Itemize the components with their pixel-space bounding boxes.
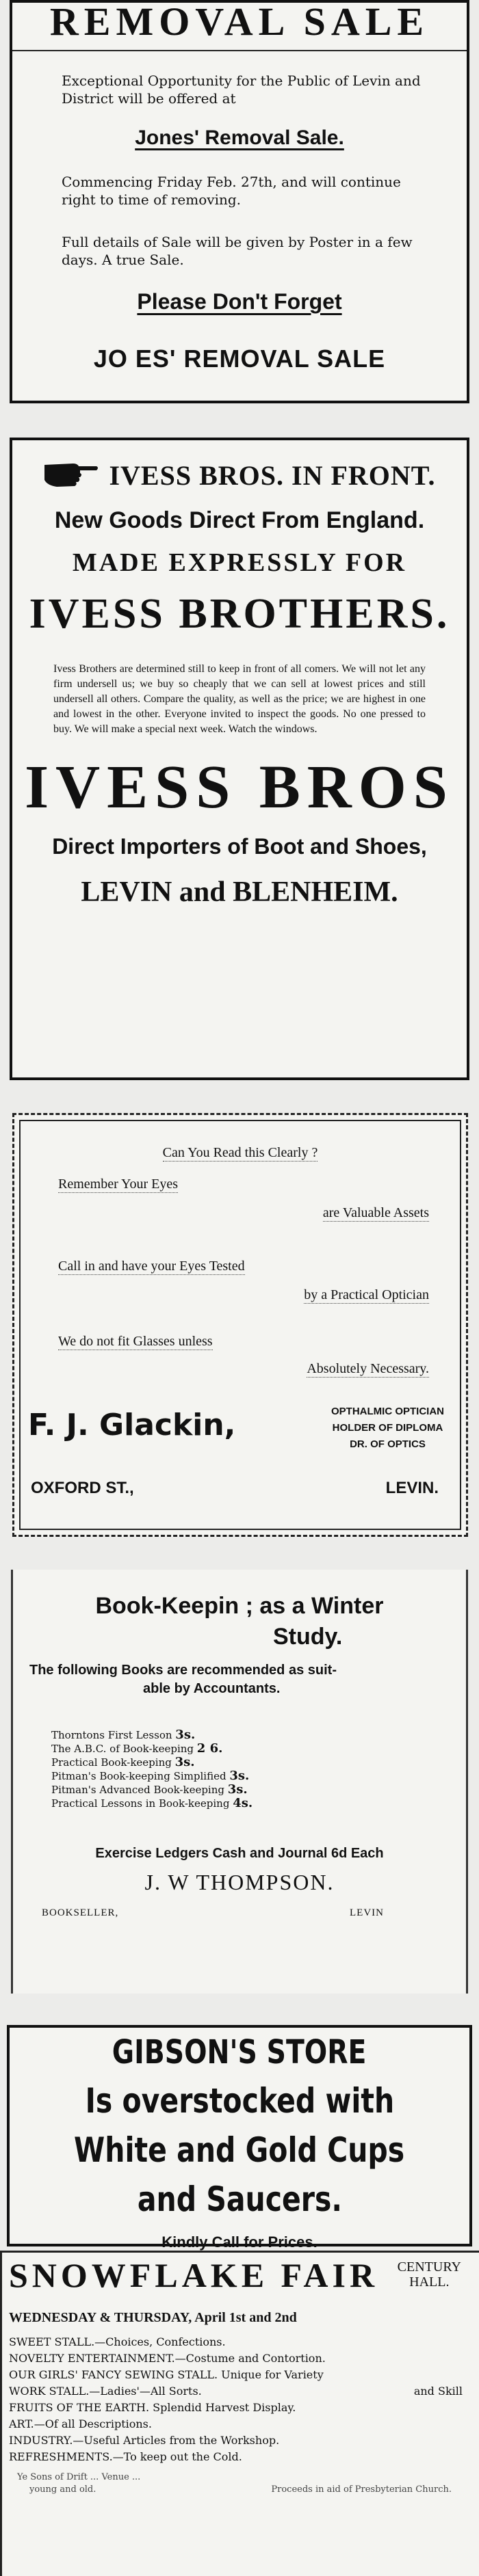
gibsons-line-2: White and Gold Cups <box>74 2130 405 2170</box>
list-item: Pitman's Advanced Book-keeping 3s. <box>51 1782 248 1797</box>
gibsons-store-ad <box>7 2025 472 2251</box>
glackin-call-in: Call in and have your Eyes Tested <box>58 1259 245 1274</box>
list-item: Practical Lessons in Book-keeping 4s. <box>51 1796 253 1810</box>
ivess-places: LEVIN and BLENHEIM. <box>81 876 398 908</box>
glackin-necessary: Absolutely Necessary. <box>307 1361 429 1376</box>
ivess-headline: IVESS BROS. IN FRONT. <box>109 459 436 491</box>
glackin-street: OXFORD ST., <box>31 1479 134 1497</box>
glackin-remember: Remember Your Eyes <box>58 1177 178 1192</box>
removal-details: Full details of Sale will be given by Poster in a few days. A true Sale. <box>62 234 413 268</box>
snowflake-title: SNOWFLAKE FAIR <box>9 2256 379 2294</box>
removal-sale-title: REMOVAL SALE <box>49 0 430 44</box>
snowflake-side-note: and Skill <box>413 2385 463 2398</box>
glackin-town: LEVIN. <box>385 1479 439 1497</box>
bookkeeping-ad <box>11 1570 468 1994</box>
bookkeeping-trade: BOOKSELLER, <box>42 1907 119 1918</box>
ivess-tagline: Direct Importers of Boot and Shoes, <box>52 834 427 859</box>
removal-footer: JO ES' REMOVAL SALE <box>93 345 386 373</box>
bookkeeping-title: Book-Keepin ; as a Winter <box>95 1593 384 1619</box>
ivess-new-goods: New Goods Direct From England. <box>54 507 425 533</box>
glackin-question: Can You Read this Clearly ? <box>162 1145 318 1160</box>
list-item: Pitman's Book-keeping Simplified 3s. <box>51 1769 250 1783</box>
ivess-made-expressly: MADE EXPRESSLY FOR <box>72 548 407 577</box>
ivess-body: Ivess Brothers are determined still to keep in front of all comers. We will not let any firm undersell us; we buy so cheaply that we can sell at lowest prices and still undersell all others. Compare the quality, as well as the price; we are highest in one and lowest in the other. Everyone invited to inspect the goods. No one pressed to buy. We will make a special next week. Watch the windows. <box>53 663 426 735</box>
list-item: FRUITS OF THE EARTH. Splendid Harvest Display. <box>9 2401 296 2414</box>
removal-sale-ad <box>10 0 469 403</box>
snowflake-venue-1: CENTURY <box>397 2259 461 2275</box>
list-item: INDUSTRY.—Useful Articles from the Workshop. <box>9 2434 280 2447</box>
bookkeeping-sub-2: able by Accountants. <box>143 1681 281 1696</box>
snowflake-venue-2: HALL. <box>409 2275 450 2290</box>
gibsons-line-1: Is overstocked with <box>85 2081 394 2121</box>
bookkeeping-list <box>51 1728 466 1810</box>
list-item: Practical Book-keeping 3s. <box>51 1755 195 1769</box>
snowflake-lines <box>9 2334 479 2465</box>
list-item: OUR GIRLS' FANCY SEWING STALL. Unique for Variety <box>9 2368 324 2381</box>
list-item: ART.—Of all Descriptions. <box>9 2417 152 2430</box>
snowflake-fair-ad <box>0 2251 479 2576</box>
list-item: REFRESHMENTS.—To keep out the Cold. <box>9 2450 242 2463</box>
pointing-hand-icon <box>43 457 99 494</box>
snowflake-foot-3: Proceeds in aid of Presbyterian Church. <box>271 2484 452 2495</box>
ivess-brand: IVESS BROS <box>25 753 454 821</box>
list-item: NOVELTY ENTERTAINMENT.—Costume and Contortion. <box>9 2352 326 2365</box>
glackin-credential-3: DR. OF OPTICS <box>350 1438 426 1450</box>
list-item: Thorntons First Lesson 3s. <box>51 1728 196 1742</box>
removal-cta: Please Don't Forget <box>137 289 342 314</box>
bookkeeping-sub-1: The following Books are recommended as suit- <box>29 1663 337 1678</box>
snowflake-foot-1: Ye Sons of Drift ... Venue ... <box>17 2472 141 2482</box>
list-item: The A.B.C. of Book-keeping 2 6. <box>51 1741 223 1756</box>
removal-commencing: Commencing Friday Feb. 27th, and will continue right to time of removing. <box>62 174 401 208</box>
removal-subtitle: Jones' Removal Sale. <box>135 126 344 149</box>
list-item: SWEET STALL.—Choices, Confections. <box>9 2335 226 2348</box>
gibsons-line-3: and Saucers. <box>137 2179 342 2219</box>
glackin-optician-ad <box>12 1113 468 1537</box>
bookkeeping-ledgers: Exercise Ledgers Cash and Journal 6d Each <box>95 1846 384 1861</box>
removal-intro: Exceptional Opportunity for the Public of Levin and District will be offered at <box>62 72 421 107</box>
snowflake-foot-2: young and old. <box>29 2484 96 2495</box>
gibsons-title: GIBSON'S STORE <box>112 2033 367 2071</box>
glackin-assets: are Valuable Assets <box>322 1205 429 1220</box>
list-item: WORK STALL.—Ladies'—All Sorts. <box>9 2385 202 2398</box>
glackin-credential-1: OPTHALMIC OPTICIAN <box>331 1406 444 1417</box>
glackin-unless: We do not fit Glasses unless <box>58 1334 213 1349</box>
gibsons-call: Kindly Call for Prices. <box>161 2233 318 2251</box>
glackin-credential-2: HOLDER OF DIPLOMA <box>332 1422 443 1434</box>
glackin-practical: by a Practical Optician <box>304 1287 429 1302</box>
bookkeeping-title-2: Study. <box>273 1624 343 1650</box>
bookkeeping-seller: J. W THOMPSON. <box>144 1870 335 1894</box>
ivess-brothers: IVESS BROTHERS. <box>29 591 450 637</box>
bookkeeping-town: LEVIN <box>350 1907 384 1918</box>
ivess-bros-ad <box>10 438 469 1080</box>
glackin-name: F. J. Glackin, <box>28 1408 236 1443</box>
snowflake-dates: WEDNESDAY & THURSDAY, April 1st and 2nd <box>9 2310 297 2325</box>
